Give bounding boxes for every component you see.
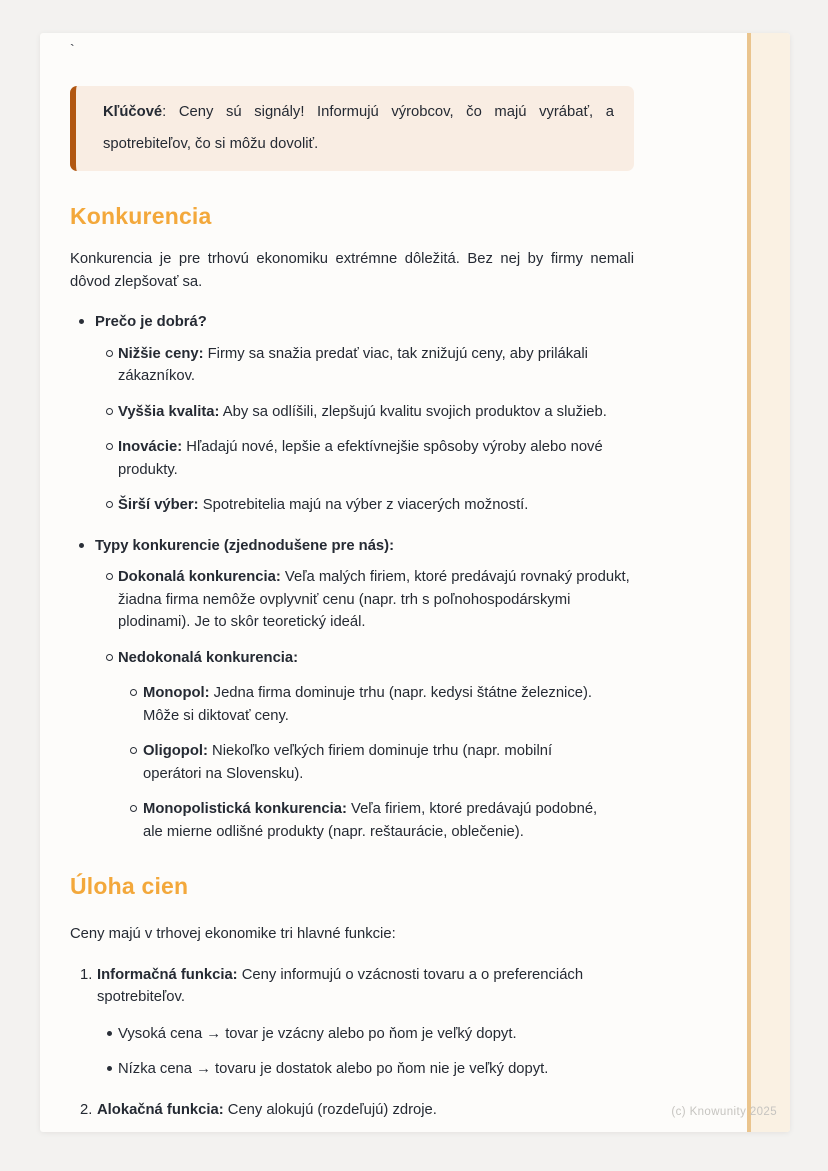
list-item-text: Veľa malých firiem, ktoré predávajú rovnaký produkt, žiadna firma nemôže ovplyvniť cenu (napr. trh s poľnohospodárskymi plodinami). Je to skôr teoretický ideál. [118,569,630,630]
list-item-label: Monopolistická konkurencia: [143,801,347,817]
bullet-circle-icon [106,501,113,508]
sublist [70,682,634,843]
paragraph-intro-uloha-cien: Ceny majú v trhovej ekonomike tri hlavné funkcie: [70,926,396,942]
bullet-circle-icon [106,350,113,357]
list-item-label: Typy konkurencie (zjednodušene pre nás): [95,537,395,554]
bullet-circle-icon [106,408,113,415]
list-item [70,311,634,334]
list-item-label: Vyššia kvalita: [118,403,220,420]
callout-label: Kľúčové [103,104,163,120]
list-item-label: Monopol: [143,685,210,701]
callout-text: : Ceny sú signály! Informujú výrobcov, čo majú vyrábať, a spotrebiteľov, čo si môžu dovoliť. [103,104,614,152]
bullet-list-konkurencia [70,311,634,843]
list-item-label: Nižšie ceny: [118,345,204,362]
list-item-label: Oligopol: [143,743,208,759]
document-page [40,33,790,1132]
list-item-text: Nízka cena → tovaru je dostatok alebo po ňom nie je veľký dopyt. [118,1061,549,1077]
bullet-circle-icon [106,654,113,661]
numbered-list-item [70,964,634,1009]
list-item-label: Širší výber: [118,497,199,513]
list-item [70,436,634,481]
numbered-list-item [70,1099,634,1122]
bullet-disc-icon [79,543,84,548]
list-item-text: Ceny informujú o vzácnosti tovaru a o preferenciách spotrebiteľov. [97,966,584,1005]
list-item-label: Informačná funkcia: [97,966,238,983]
list-item [70,682,605,727]
list-item-text: Ceny alokujú (rozdeľujú) zdroje. [223,1101,437,1118]
list-item-text: Jedna firma dominuje trhu (napr. kedysi štátne železnice). Môže si diktovať ceny. [143,685,593,724]
list-item-text: Hľadajú nové, lepšie a efektívnejšie spôsoby výroby alebo nové produkty. [118,439,603,478]
list-item-text: Firmy sa snažia predať viac, tak znižujú ceny, aby prilákali zákazníkov. [118,345,588,384]
list-item-text: Aby sa odlíšili, zlepšujú kvalitu svojich produktov a služieb. [219,403,607,420]
list-item [70,647,634,670]
list-item-label: Dokonalá konkurencia: [118,569,281,585]
ordered-list-funkcie [70,964,634,1122]
bullet-disc-icon [107,1031,112,1036]
paragraph-intro-konkurencia: Konkurencia je pre trhovú ekonomiku extrémne dôležitá. Bez nej by firmy nemali dôvod zlepšovať sa. [70,251,634,290]
list-item-label: Alokačná funkcia: [97,1101,224,1118]
knowunity-watermark: (c) Knowunity 2025 [671,1106,777,1118]
list-item [70,535,634,558]
sublist [70,343,634,517]
list-item-label: Nedokonalá konkurencia: [118,649,299,666]
list-item [70,566,634,634]
bullet-circle-icon [106,443,113,450]
list-item-label: Prečo je dobrá? [95,314,207,330]
page-content [70,33,634,1135]
bullet-circle-icon [106,573,113,580]
bullet-circle-icon [130,689,137,696]
section-heading-uloha-cien: Úloha cien [70,873,189,899]
list-item-text: Vysoká cena → tovar je vzácny alebo po ňom je veľký dopyt. [118,1025,517,1042]
list-item [70,1023,634,1046]
list-item-text: Niekoľko veľkých firiem dominuje trhu (napr. mobilní operátori na Slovensku). [143,743,553,782]
bullet-circle-icon [130,805,137,812]
list-number: 1. [80,966,93,983]
list-item [70,494,634,517]
bullet-disc-icon [107,1066,112,1071]
list-number: 2. [80,1101,93,1118]
list-item [70,740,605,785]
list-item-text: Veľa firiem, ktoré predávajú podobné, ale mierne odlišné produkty (napr. reštaurácie, oblečenie). [143,801,598,840]
list-item [70,401,634,424]
sublist [70,566,634,843]
list-item [70,798,605,843]
list-item-label: Inovácie: [118,439,183,455]
stray-backtick: ` [70,41,75,57]
list-item [70,1058,634,1081]
bullet-circle-icon [130,747,137,754]
list-item-text: Spotrebitelia majú na výber z viacerých možností. [198,497,529,513]
section-heading-konkurencia: Konkurencia [70,203,212,229]
page-edge-stripe [747,33,790,1132]
list-item [70,343,634,388]
key-callout [70,86,634,171]
bullet-disc-icon [79,319,84,324]
